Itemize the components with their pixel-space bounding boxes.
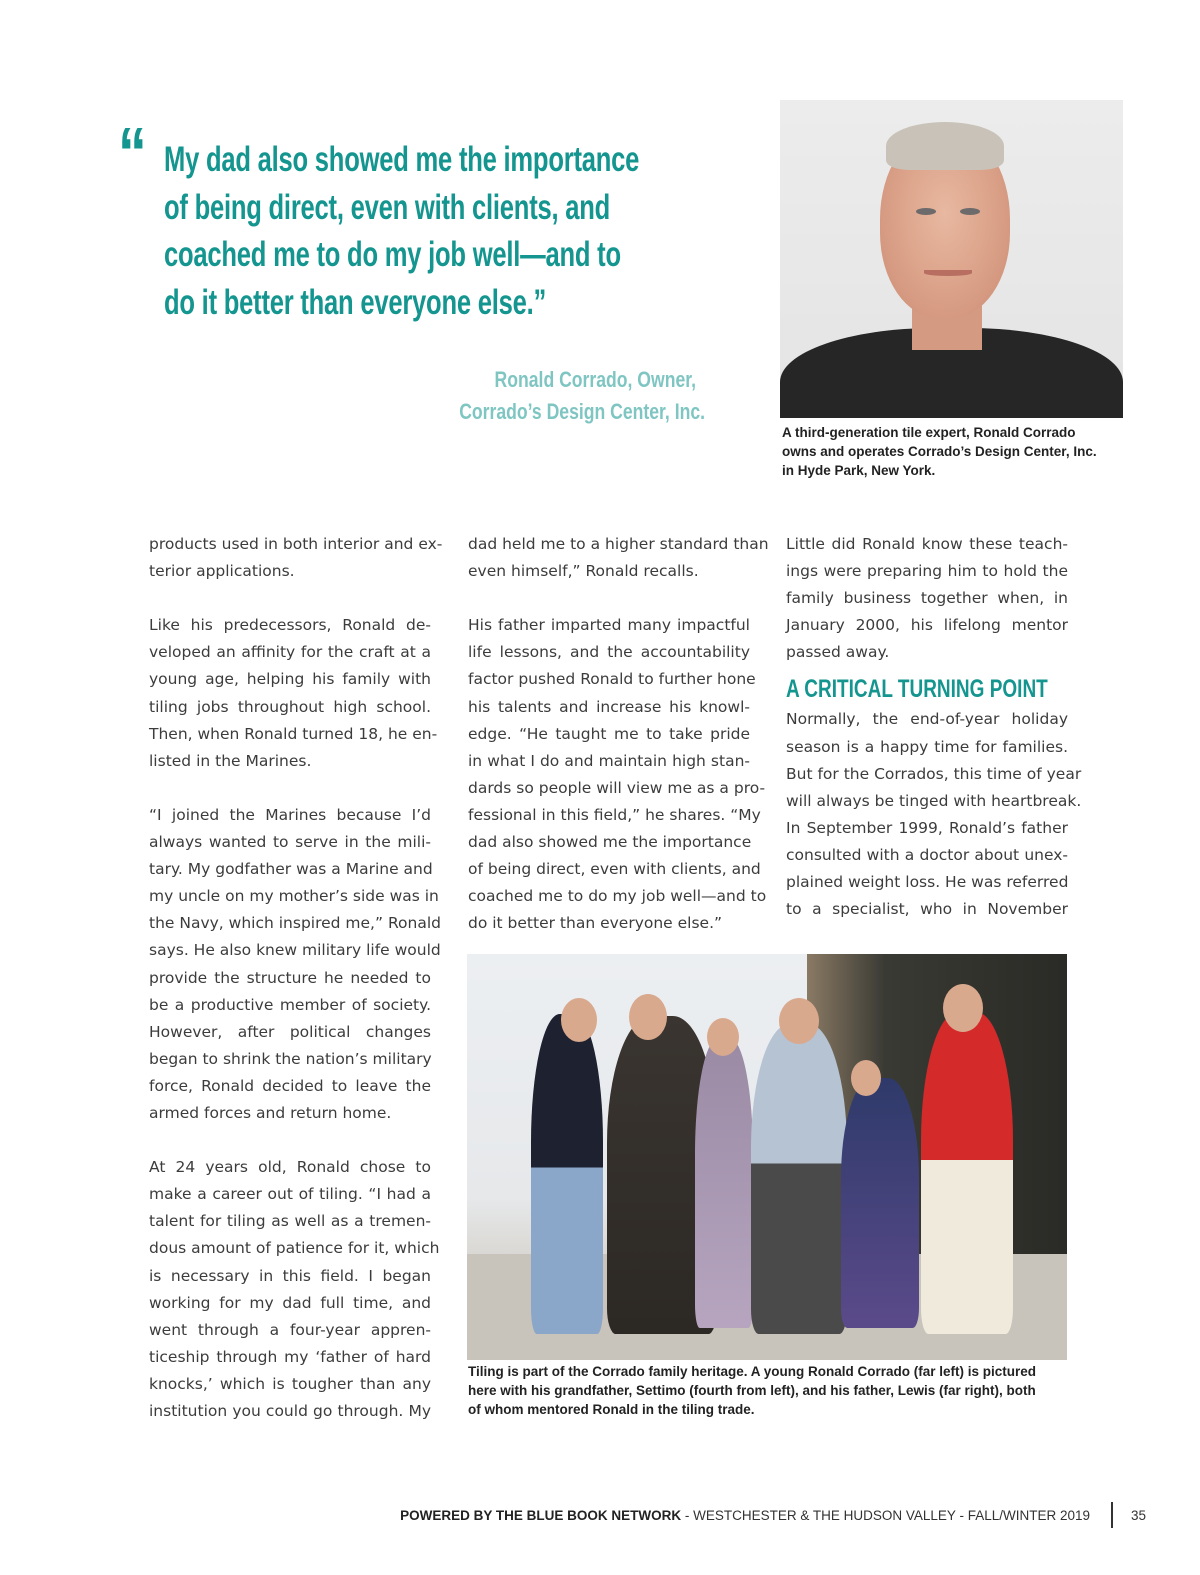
person-face	[943, 984, 983, 1032]
body-line: went through a four-year appren-	[149, 1320, 431, 1339]
body-line: veloped an affinity for the craft at a	[149, 643, 431, 662]
body-line: consulted with a doctor about unex-	[786, 845, 1068, 864]
body-line: Like his predecessors, Ronald de-	[149, 616, 431, 635]
person-face	[561, 998, 597, 1042]
family-photo-caption	[468, 1362, 1036, 1419]
body-line: However, after political changes	[149, 1022, 431, 1041]
body-line: dad also showed me the importance	[468, 833, 752, 852]
body-line: institution you could go through. My	[149, 1402, 431, 1420]
footer-divider	[1111, 1502, 1113, 1528]
paragraph-gap	[149, 775, 431, 802]
body-line: knocks,’ which is tougher than any	[149, 1374, 431, 1393]
body-line: In September 1999, Ronald’s father	[786, 818, 1068, 837]
body-line: ticeship through my ‘father of hard	[149, 1347, 431, 1366]
body-line: armed forces and return home.	[149, 1103, 392, 1122]
paragraph-gap	[149, 585, 431, 612]
pull-quote-open-mark: “	[118, 114, 147, 194]
body-line: of being direct, even with clients, and	[468, 860, 761, 879]
body-line: to a specialist, who in November	[786, 900, 1068, 919]
body-line: factor pushed Ronald to further hone	[468, 670, 756, 689]
body-line: dous amount of patience for it, which	[149, 1239, 440, 1258]
caption-line: here with his grandfather, Settimo (fourth from left), and his father, Lewis (far right), both	[468, 1383, 1036, 1398]
body-line: coached me to do my job well—and to	[468, 887, 767, 906]
attribution-line: Corrado’s Design Center, Inc.	[459, 399, 706, 424]
paragraph-gap	[468, 585, 750, 612]
family-photo	[467, 954, 1067, 1360]
article-column-2	[468, 531, 769, 937]
body-line: edge. “He taught me to take pride	[468, 724, 750, 743]
person-silhouette	[841, 1078, 919, 1328]
portrait-eye	[960, 208, 980, 215]
portrait-photo	[780, 100, 1123, 418]
body-line: young age, helping his family with	[149, 670, 431, 689]
body-line: tiling jobs throughout high school.	[149, 697, 431, 716]
portrait-mouth	[924, 270, 972, 276]
body-line: season is a happy time for families.	[786, 737, 1068, 756]
caption-line: owns and operates Corrado’s Design Center, Inc.	[782, 444, 1097, 459]
body-line: plained weight loss. He was referred	[786, 873, 1069, 892]
person-silhouette	[531, 1014, 603, 1334]
footer-brand: POWERED BY THE BLUE BOOK NETWORK	[400, 1508, 682, 1523]
section-subhead: A CRITICAL TURNING POINT	[786, 675, 1048, 704]
body-line: working for my dad full time, and	[149, 1293, 431, 1312]
article-column-1	[149, 531, 443, 1425]
pull-quote-line: My dad also showed me the importance	[164, 139, 640, 179]
body-line: always wanted to serve in the mili-	[149, 833, 431, 852]
body-line: January 2000, his lifelong mentor	[786, 616, 1068, 635]
pull-quote	[164, 136, 697, 326]
body-line: dad held me to a higher standard than	[468, 535, 769, 553]
person-silhouette	[751, 1024, 847, 1334]
person-face	[629, 994, 667, 1040]
body-line: family business together when, in	[786, 589, 1068, 608]
body-line: provide the structure he needed to	[149, 968, 431, 987]
body-line: will always be tinged with heartbreak.	[786, 791, 1082, 810]
body-line: began to shrink the nation’s military	[149, 1049, 432, 1068]
body-line: my uncle on my mother’s side was in	[149, 887, 439, 906]
body-line: be a productive member of society.	[149, 995, 431, 1014]
body-line: But for the Corrados, this time of year	[786, 764, 1082, 783]
body-line: Then, when Ronald turned 18, he en-	[149, 724, 438, 743]
body-line: Little did Ronald know these teach-	[786, 535, 1068, 553]
portrait-hair	[886, 122, 1004, 170]
body-line: terior applications.	[149, 562, 295, 581]
body-line: force, Ronald decided to leave the	[149, 1076, 431, 1095]
pull-quote-line: coached me to do my job well—and to	[164, 234, 621, 274]
body-line: “I joined the Marines because I’d	[149, 805, 431, 824]
pull-quote-line: of being direct, even with clients, and	[164, 186, 611, 227]
person-face	[851, 1060, 881, 1096]
body-line: products used in both interior and ex-	[149, 535, 443, 553]
body-line: Normally, the end-of-year holiday	[786, 710, 1068, 729]
body-line: dards so people will view me as a pro-	[468, 778, 766, 797]
body-line: do it better than everyone else.”	[468, 914, 723, 933]
page-footer	[400, 1508, 1090, 1523]
caption-line: in Hyde Park, New York.	[782, 463, 936, 478]
body-line: At 24 years old, Ronald chose to	[149, 1158, 431, 1177]
body-line: passed away.	[786, 643, 890, 662]
page-number: 35	[1131, 1508, 1147, 1523]
body-line: the Navy, which inspired me,” Ronald	[149, 914, 441, 933]
footer-publication: - WESTCHESTER & THE HUDSON VALLEY - FALL/WINTER 2019	[681, 1508, 1090, 1523]
article-column-3	[786, 531, 1082, 923]
person-silhouette	[921, 1012, 1013, 1334]
caption-line: A third-generation tile expert, Ronald Corrado	[782, 425, 1076, 440]
body-line: His father imparted many impactful	[468, 616, 750, 635]
body-line: life lessons, and the accountability	[468, 643, 750, 662]
body-line: ings were preparing him to hold the	[786, 562, 1068, 581]
body-line: fessional in this field,” he shares. “My	[468, 805, 761, 824]
caption-line: Tiling is part of the Corrado family heritage. A young Ronald Corrado (far left) is pictured	[468, 1364, 1037, 1379]
portrait-eye	[916, 208, 936, 215]
paragraph-gap	[149, 1127, 431, 1154]
person-silhouette	[695, 1038, 753, 1328]
body-line: his talents and increase his knowl-	[468, 697, 750, 716]
person-face	[707, 1018, 739, 1056]
person-face	[779, 998, 819, 1044]
body-line: tary. My godfather was a Marine and	[149, 860, 433, 879]
body-line: listed in the Marines.	[149, 751, 312, 770]
body-line: talent for tiling as well as a tremen-	[149, 1212, 431, 1231]
body-line: is necessary in this field. I began	[149, 1266, 431, 1285]
body-line: even himself,” Ronald recalls.	[468, 562, 699, 581]
attribution-line: Ronald Corrado, Owner,	[494, 367, 696, 392]
caption-line: of whom mentored Ronald in the tiling trade.	[468, 1402, 755, 1417]
body-line: make a career out of tiling. “I had a	[149, 1185, 431, 1204]
pull-quote-attribution	[400, 364, 706, 428]
pull-quote-line: do it better than everyone else.”	[164, 281, 547, 322]
portrait-caption	[782, 423, 1097, 480]
body-line: in what I do and maintain high stan-	[468, 751, 750, 770]
body-line: says. He also knew military life would	[149, 941, 441, 960]
